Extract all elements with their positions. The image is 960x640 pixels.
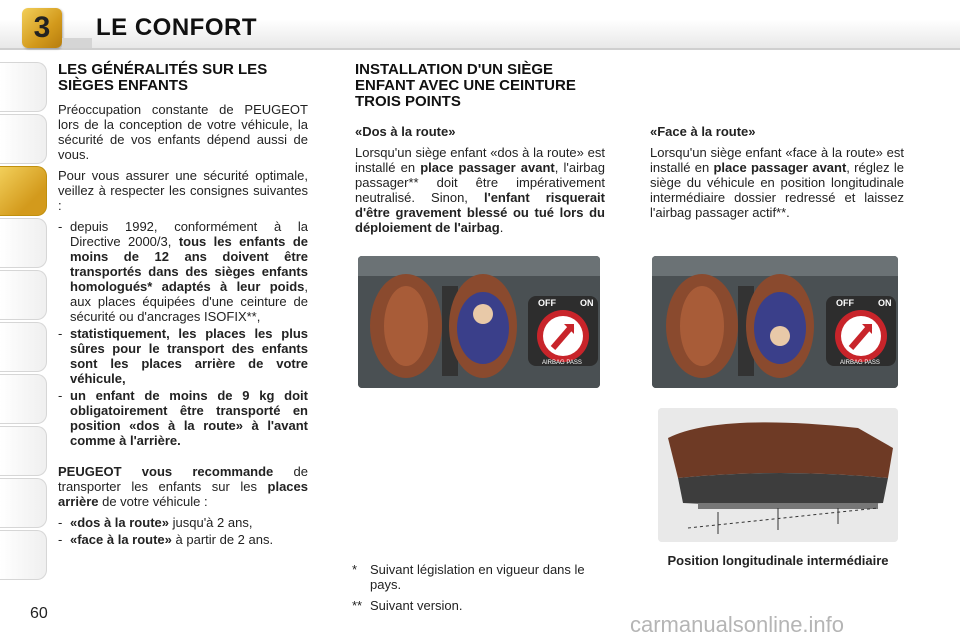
car-interior-rear-facing (358, 256, 600, 388)
left-age-list (58, 515, 308, 547)
header-notch (62, 38, 92, 48)
chapter-title: LE CONFORT (96, 14, 257, 41)
seat-rail-drawing (658, 408, 898, 542)
left-paragraph-1: Préoccupation constante de PEUGEOT lors de la conception de votre véhicule, la sécurité de vos enfants dépend aussi de vous. (58, 102, 308, 162)
chapter-tab-5[interactable] (0, 270, 47, 320)
middle-heading: INSTALLATION D'UN SIÈGE ENFANT AVEC UNE CEINTURE TROIS POINTS (355, 61, 576, 110)
airbag-pass-label: AIRBAG PASS (840, 360, 880, 366)
list-item: - «dos à la route» jusqu'à 2 ans, (58, 515, 308, 530)
footnotes (352, 562, 607, 619)
rear-facing-text: Lorsqu'un siège enfant «dos à la route» est installé en place passager avant, l'airbag passager** doit être impérativement neutralisé. Sinon, l'enfant risquerait d'être gravement blessé ou tué lors du déploiement de l'airbag. (355, 145, 605, 235)
middle-column (355, 124, 605, 241)
chapter-tab-7[interactable] (0, 374, 47, 424)
left-bullet-list (58, 219, 308, 448)
forward-facing-subheading: «Face à la route» (650, 124, 756, 139)
list-item: - «face à la route» à partir de 2 ans. (58, 532, 308, 547)
rear-facing-seat-illustration (358, 256, 600, 388)
list-item: - statistiquement, les places les plus sûres pour le transport des enfants sont les places arrière de votre véhicule, (58, 326, 308, 386)
left-column (58, 102, 308, 549)
rear-facing-subheading: «Dos à la route» (355, 124, 456, 139)
chapter-tabs (0, 62, 48, 582)
chapter-badge (22, 8, 62, 48)
forward-facing-text: Lorsqu'un siège enfant «face à la route» est installé en place passager avant, réglez le siège du véhicule en position longitudinale intermédiaire dossier redressé et laissez l'airbag passager actif**. (650, 145, 904, 220)
left-paragraph-3: PEUGEOT vous recommande de transporter les enfants sur les places arrière de votre véhicule : (58, 464, 308, 509)
left-heading: LES GÉNÉRALITÉS SUR LES SIÈGES ENFANTS (58, 61, 268, 94)
page-number: 60 (30, 605, 48, 622)
airbag-off-label: OFF (538, 298, 556, 308)
airbag-on-label: ON (878, 298, 892, 308)
left-paragraph-2: Pour vous assurer une sécurité optimale, veillez à respecter les consignes suivantes : (58, 168, 308, 213)
car-interior-forward-facing (652, 256, 898, 388)
airbag-on-label: ON (580, 298, 594, 308)
footnote-2: ** Suivant version. (352, 598, 463, 613)
chapter-tab-9[interactable] (0, 478, 47, 528)
airbag-pass-label: AIRBAG PASS (542, 360, 582, 366)
chapter-tab-8[interactable] (0, 426, 47, 476)
airbag-off-label: OFF (836, 298, 854, 308)
footnote-1: * Suivant législation en vigueur dans le pays. (352, 562, 585, 592)
seat-rail-illustration (658, 408, 898, 542)
chapter-tab-2[interactable] (0, 114, 47, 164)
right-column (650, 124, 904, 226)
list-item: - un enfant de moins de 9 kg doit obligatoirement être transporté en position «dos à la route» à l'avant comme à l'arrière. (58, 388, 308, 448)
chapter-tab-1[interactable] (0, 62, 47, 112)
forward-facing-seat-illustration (652, 256, 898, 388)
chapter-tab-6[interactable] (0, 322, 47, 372)
watermark: carmanualsonline.info (630, 612, 845, 637)
seat-rail-caption: Position longitudinale intermédiaire (667, 553, 889, 568)
chapter-tab-3-active[interactable] (0, 166, 47, 216)
chapter-tab-10[interactable] (0, 530, 47, 580)
chapter-number: 3 (33, 11, 51, 44)
list-item: - depuis 1992, conformément à la Directive 2000/3, tous les enfants de moins de 12 ans doivent être transportés dans des sièges enfants homologués* adaptés à leur poids, aux places équipées d'une ceinture de sécurité ou d'ancrages ISOFIX**, (58, 219, 308, 324)
chapter-tab-4[interactable] (0, 218, 47, 268)
